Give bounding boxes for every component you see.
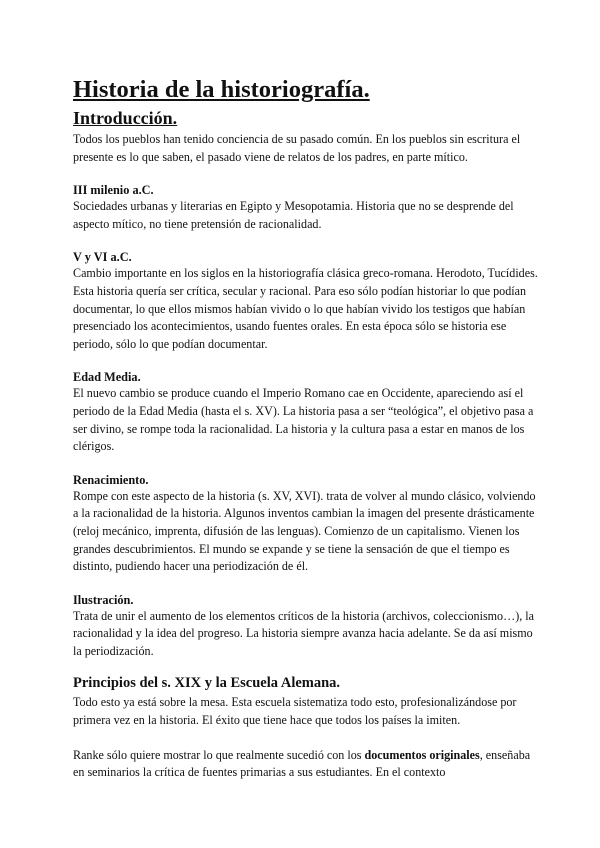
section-heading: Renacimiento. bbox=[73, 472, 149, 487]
section-paragraph: Cambio importante en los siglos en la historiografía clásica greco-romana. Herodoto, Tucídides. Esta historia quería ser crítica, secular y racional. Para eso sólo podían historiar lo que podían documentar, lo que ellos mismos habían vivido o lo que habían vivido los testigos que habían presenciado los acontecimientos, usando fuentes orales. En esta época sólo se historia ese periodo, sólo lo que podían documentar. bbox=[73, 266, 538, 351]
section-heading: III milenio a.C. bbox=[73, 183, 154, 198]
section-paragraph: Sociedades urbanas y literarias en Egipto y Mesopotamia. Historia que no se desprende del aspecto mítico, no tiene pretensión de racionalidad. bbox=[73, 199, 514, 231]
section-iii-milenio bbox=[73, 182, 540, 233]
section-ilustracion bbox=[73, 592, 540, 661]
section-v-vi bbox=[73, 249, 540, 353]
section-paragraph: El nuevo cambio se produce cuando el Imperio Romano cae en Occidente, apareciendo así el periodo de la Edad Media (hasta el s. XV). La historia pasa a ser “teológica”, el objetivo pasa a ser divino, se rompe toda la racionalidad. La historia y la cultura pasa a estar en manos de los clérigos. bbox=[73, 386, 534, 454]
section-heading: Edad Media. bbox=[73, 370, 141, 385]
ranke-paragraph bbox=[73, 747, 540, 782]
section-paragraph: Trata de unir el aumento de los elementos críticos de la historia (archivos, coleccionismo…), la racionalidad y la idea del progreso. La historia siempre avanza hacia adelante. Se da así mismo la periodización. bbox=[73, 608, 534, 658]
document-title: Historia de la historiografía. bbox=[73, 76, 370, 103]
intro-heading: Introducción. bbox=[73, 108, 178, 128]
ranke-text-before: Ranke sólo quiere mostrar lo que realmente sucedió con los bbox=[73, 747, 365, 762]
paragraph-gap bbox=[73, 730, 540, 747]
principios-paragraph: Todo esto ya está sobre la mesa. Esta escuela sistematiza todo esto, profesionalizándose por primera vez en la historia. El éxito que tiene hace que todos los países la imiten. bbox=[73, 695, 517, 728]
section-paragraph: Rompe con este aspecto de la historia (s. XV, XVI). trata de volver al mundo clásico, volviendo a la racionalidad de la historia. Algunos inventos cambian la imagen del presente drásticamente (reloj mecánico, imprenta, difusión de las lenguas). Comienzo de un capitalismo. Vienen los grandes descubrimientos. El mundo se expande y se tiene la sensación de que el tiempo es distinto, pudiendo hacer una periodización de él. bbox=[73, 488, 536, 574]
principios-heading: Principios del s. XIX y la Escuela Alemana. bbox=[73, 675, 341, 692]
intro-paragraph: Todos los pueblos han tenido conciencia de su pasado común. En los pueblos sin escritura el presente es lo que saben, el pasado viene de relatos de los padres, en parte mítico. bbox=[73, 132, 521, 164]
section-heading: Ilustración. bbox=[73, 592, 134, 607]
section-edad-media bbox=[73, 369, 540, 455]
ranke-text-after: , enseñaba en seminarios la crítica de fuentes primarias a sus estudiantes. En el contexto bbox=[73, 747, 531, 780]
ranke-bold-text: documentos originales bbox=[364, 747, 480, 762]
section-renacimiento bbox=[73, 472, 540, 576]
section-heading: V y VI a.C. bbox=[73, 250, 132, 265]
